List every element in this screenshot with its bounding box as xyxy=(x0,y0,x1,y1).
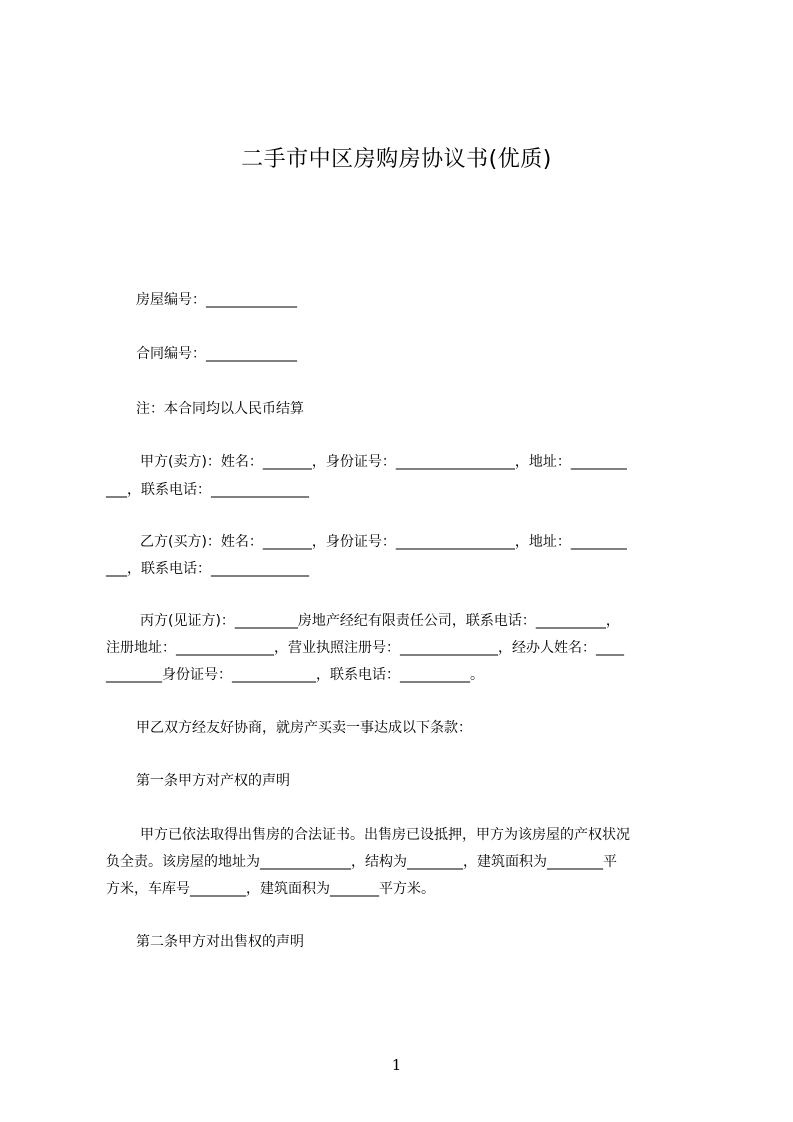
article-1-paragraph-line-3: 方米，车库号________，建筑面积为_______平方米。 xyxy=(106,881,435,897)
witness-info-line-3: ________身份证号：____________，联系电话：__________。 xyxy=(106,667,484,683)
buyer-info-line-1: 乙方(买方)：姓名：_______，身份证号：_________________，地址：________ xyxy=(140,534,627,550)
seller-info-line-1: 甲方(卖方)：姓名：_______，身份证号：_________________，地址：________ xyxy=(140,454,627,470)
document-title: 二手市中区房购房协议书(优质) xyxy=(241,147,552,172)
currency-note: 注：本合同均以人民币结算 xyxy=(136,401,304,417)
contract-number-line: 合同编号：_____________ xyxy=(136,346,297,362)
page-number: 1 xyxy=(391,1056,402,1074)
article-1-paragraph-line-2: 负全责。该房屋的地址为_____________，结构为________，建筑面积为________平 xyxy=(106,854,617,870)
buyer-info-line-2: ___，联系电话：______________ xyxy=(106,561,309,577)
house-number-line: 房屋编号：_____________ xyxy=(136,292,297,308)
witness-info-line-1: 丙方(见证方)：_________房地产经纪有限责任公司，联系电话：__________， xyxy=(140,613,620,629)
article-2-heading: 第二条甲方对出售权的声明 xyxy=(136,934,304,950)
seller-info-line-2: ___，联系电话：______________ xyxy=(106,482,309,498)
agreement-intro: 甲乙双方经友好协商，就房产买卖一事达成以下条款： xyxy=(136,720,472,736)
article-1-paragraph-line-1: 甲方已依法取得出售房的合法证书。出售房已设抵押，甲方为该房屋的产权状况 xyxy=(140,827,630,843)
article-1-heading: 第一条甲方对产权的声明 xyxy=(136,773,290,789)
witness-info-line-2: 注册地址：______________，营业执照注册号：______________，经办人姓名：____ xyxy=(106,640,624,656)
